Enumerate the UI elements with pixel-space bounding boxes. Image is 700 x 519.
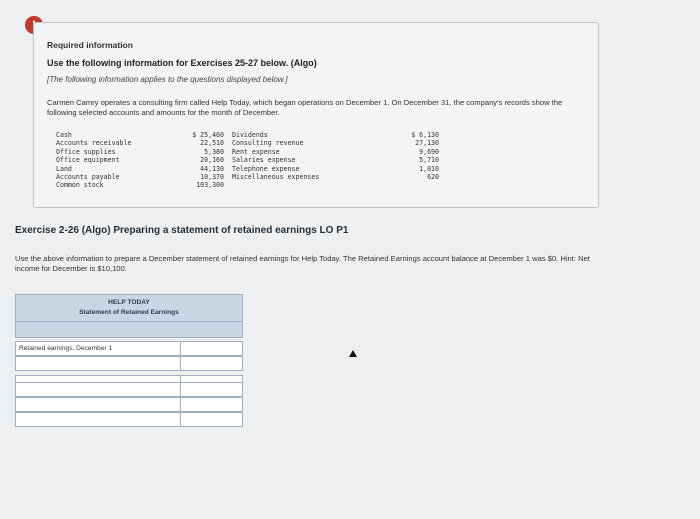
account-name: Telephone expense [232,164,300,173]
account-amount: 22,510 [200,139,224,148]
account-amount: 9,690 [419,147,439,156]
exercise-instructions: Use the above information to prepare a December statement of retained earnings for Help Today. The Retained Earnings account balance at December 1 was $0. Hint: Net income for December is $10,100. [15,254,590,273]
row-label-input[interactable] [16,398,181,411]
accounts-left-amounts [164,131,224,190]
account-name: Cash [56,131,72,139]
account-amount: 20,160 [200,156,224,165]
row-value-input[interactable] [181,342,243,355]
statement-name: Statement of Retained Earnings [79,309,179,316]
account-amount: 5,380 [204,147,224,156]
account-name: Salaries expense [232,156,296,165]
statement-row [15,412,243,427]
account-name: Accounts receivable [56,139,132,148]
account-amount: 27,130 [415,139,439,148]
statement-row [15,382,243,397]
accounts-right-amounts [364,131,439,181]
row-label: Retained earnings, December 1 [16,342,181,355]
account-amount: 44,130 [200,164,224,173]
statement-company: HELP TODAY [108,299,150,306]
statement-row [15,341,243,356]
account-name: Common stock [56,181,104,190]
account-amount: 1,010 [419,164,439,173]
row-value-input[interactable] [181,383,243,396]
required-information-box [33,22,599,208]
use-following-heading: Use the following information for Exercises 25-27 below. (Algo) [47,58,317,68]
scenario-description: Carmen Camry operates a consulting firm called Help Today, which began operations on December 1. On December 31, the company's records show the following selected accounts and amounts for the month of December. [47,98,563,117]
exercise-title: Exercise 2-26 (Algo) Preparing a statement of retained earnings LO P1 [15,225,349,236]
row-label-input[interactable] [16,383,181,396]
account-name: Rent expense [232,147,280,156]
account-name: Miscellaneous expenses [232,173,320,182]
mouse-cursor-icon [349,350,357,357]
account-amount: $ 25,460 [192,131,224,139]
row-label-input[interactable] [16,413,181,426]
accounts-right-names [232,131,319,181]
account-name: Consulting revenue [232,139,304,148]
account-amount: 103,300 [196,181,224,190]
account-name: Accounts payable [56,173,120,182]
account-amount: 5,710 [419,156,439,165]
account-amount: 10,370 [200,173,224,182]
account-name: Land [56,164,72,173]
row-value-input[interactable] [181,413,243,426]
statement-row [15,397,243,412]
applies-note: [The following information applies to the questions displayed below.] [47,75,288,84]
account-name: Office equipment [56,156,120,165]
account-amount: $ 6,130 [411,131,439,139]
statement-subheader [15,322,243,338]
accounts-left-names [56,131,131,190]
account-name: Office supplies [56,147,116,156]
row-value-input[interactable] [181,357,243,370]
account-amount: 620 [427,173,439,182]
row-value-input[interactable] [181,398,243,411]
account-name: Dividends [232,131,268,139]
statement-header [15,294,243,322]
statement-row [15,356,243,371]
required-info-heading: Required information [47,40,133,50]
row-label-input[interactable] [16,357,181,370]
